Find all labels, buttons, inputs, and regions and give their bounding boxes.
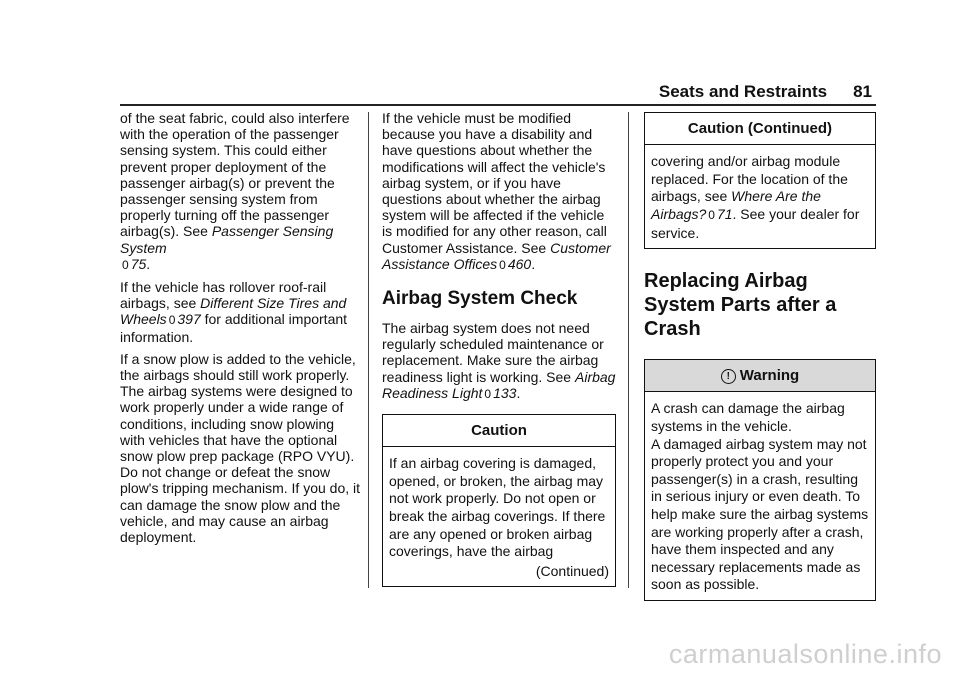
xref-page[interactable]: 460 bbox=[507, 255, 532, 272]
paragraph-modified-vehicle: If the vehicle must be modified because you have a disability and have questions about whether the modifications will affect the vehicle's airbag system, or if you have questions about whether the airbag system will be affected if the vehicle is modified for any other reason, call Customer Assistance. See Customer Assistance Offices 0 460. bbox=[382, 110, 611, 272]
section-title: Seats and Restraints bbox=[658, 82, 828, 101]
page-header bbox=[659, 82, 872, 102]
warning-icon: ! bbox=[721, 369, 736, 384]
warning-paragraph-1: A crash can damage the airbag systems in the vehicle. bbox=[651, 400, 845, 434]
page-ref-arrow: 0 bbox=[708, 207, 715, 222]
paragraph-system-check: The airbag system does not need regularly scheduled maintenance or replacement. Make sure the airbag readiness light is working. See Airbag Readiness Light 0 133. bbox=[382, 320, 616, 401]
xref-link-readiness-light[interactable]: Airbag Readiness Light bbox=[382, 368, 616, 401]
page-ref-arrow: 0 bbox=[499, 257, 506, 272]
xref-page[interactable]: 133 bbox=[493, 384, 517, 401]
column-divider-right bbox=[628, 112, 629, 588]
caution-title: Caution bbox=[383, 415, 615, 447]
xref-link-passenger-sensing[interactable]: Passenger Sensing System bbox=[120, 223, 334, 256]
column-divider-left bbox=[368, 112, 369, 588]
warning-title: Warning bbox=[739, 367, 800, 385]
paragraph-snow-plow: If a snow plow is added to the vehicle, the airbags should still work properly. The airbag systems were designed to work properly under a wide range of conditions, including snow plowing with vehicles that have the optional snow plow prep package (RPO VYU). Do not change or defeat the snow plow's tripping mechanism. If you do, it can damage the snow plow and the vehicle, and may cause an airbag deployment. bbox=[120, 350, 361, 546]
warning-body bbox=[645, 392, 875, 600]
xref-link-customer-assistance[interactable]: Customer Assistance Offices bbox=[382, 239, 611, 272]
page-number: 81 bbox=[853, 82, 872, 101]
warning-paragraph-2: A damaged airbag system may not properly protect you and your passenger(s) in a crash, resulting in serious injury or even death. To help make sure the airbag systems are working properly after a crash, have them inspected and any necessary replacements made as soon as possible. bbox=[651, 435, 869, 593]
column-2 bbox=[382, 110, 616, 587]
paragraph-seat-fabric: of the seat fabric, could also interfere with the operation of the passenger sensing system. This could either prevent proper deployment of the passenger airbag(s) or prevent the passenger sensing system from properly turning off the passenger airbag(s). See Passenger Sensing System 0 75. bbox=[120, 110, 350, 272]
xref-page[interactable]: 75 bbox=[130, 255, 147, 272]
xref-page[interactable]: 397 bbox=[177, 311, 201, 328]
watermark: carmanualsonline.info bbox=[668, 639, 942, 669]
caution-continued-body: covering and/or airbag module replaced. For the location of the airbags, see Where Are the Airbags? 0 71. See your dealer for service. bbox=[651, 153, 860, 241]
column-3 bbox=[644, 112, 876, 601]
page-ref-arrow: 0 bbox=[484, 386, 492, 401]
caution-body: If an airbag covering is damaged, opened, or broken, the airbag may not work properly. Do not open or break the airbag coverings. If there are any opened or broken airbag coverings, have the airbag (Continued) bbox=[389, 455, 609, 579]
page-ref-arrow: 0 bbox=[122, 257, 129, 272]
warning-header bbox=[645, 360, 875, 392]
heading-airbag-system-check: Airbag System Check bbox=[382, 288, 578, 310]
page-ref-arrow: 0 bbox=[168, 313, 176, 328]
caution-continued: (Continued) bbox=[535, 562, 609, 579]
caution-continued-title: Caution (Continued) bbox=[645, 113, 875, 145]
xref-page[interactable]: 71 bbox=[716, 205, 733, 222]
caution-box bbox=[382, 414, 616, 587]
column-1 bbox=[120, 110, 360, 551]
caution-continued-box bbox=[644, 112, 876, 249]
warning-box bbox=[644, 359, 876, 601]
paragraph-rollover: If the vehicle has rollover roof-rail airbags, see Different Size Tires and Wheels 0 397 for additional important information. bbox=[120, 279, 348, 345]
xref-link-airbag-locations[interactable]: Where Are the Airbags? bbox=[651, 188, 821, 222]
xref-link-tires-wheels[interactable]: Different Size Tires and Wheels bbox=[120, 295, 347, 328]
heading-replacing-parts: Replacing Airbag System Parts after a Crash bbox=[644, 270, 837, 341]
header-rule bbox=[120, 104, 876, 106]
